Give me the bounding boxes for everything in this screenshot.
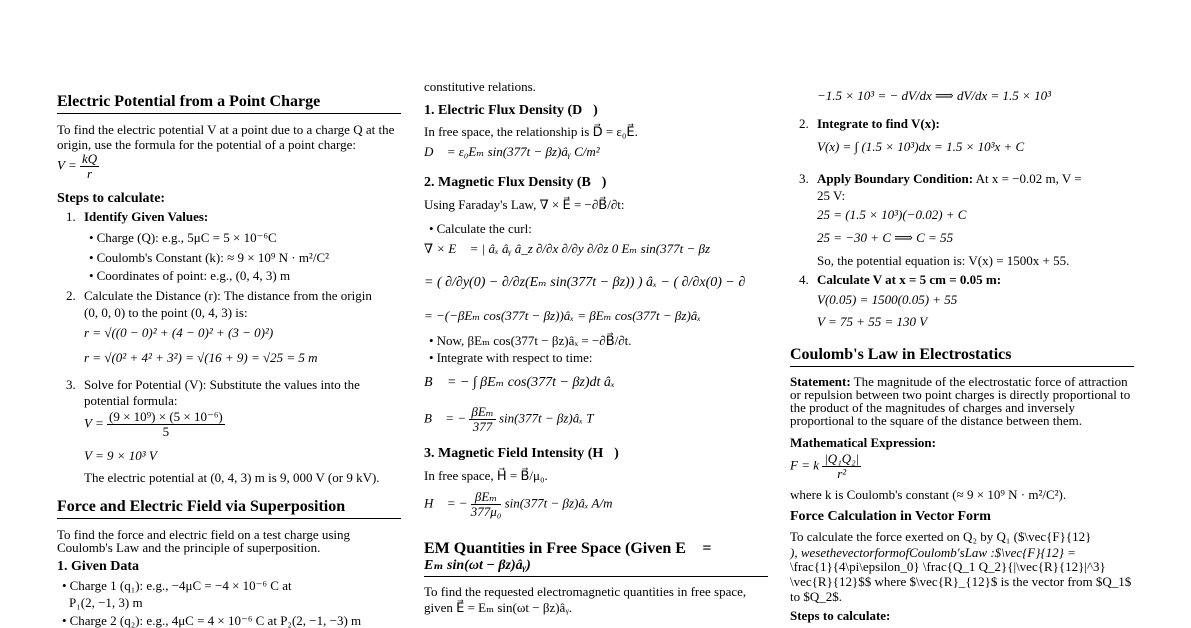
evaluation-equation-2: V = 75 + 55 = 130 V bbox=[817, 314, 928, 329]
step-1-number: 1. bbox=[66, 209, 76, 224]
em-intro-line-2: given E⃗ = Eₘ sin(ωt − βz)âᵧ. bbox=[424, 600, 573, 615]
derivative-equation: −1.5 × 10³ = − dV/dx ⟹ dV/dx = 1.5 × 10³ bbox=[817, 88, 1051, 103]
step-2-text-2: (0, 0, 0) to the point (0, 4, 3) is: bbox=[84, 305, 248, 320]
faraday-law-text: Using Faraday's Law, ∇ × E⃗ = −∂B⃗/∂t: bbox=[424, 197, 625, 212]
heading-em-line-2: Eₘ sin(ωt − βz)âᵧ) bbox=[424, 558, 531, 573]
b-result-fraction bbox=[469, 405, 495, 434]
b-result-numerator: βEₘ bbox=[471, 404, 494, 419]
h-result-fraction bbox=[471, 490, 502, 519]
potential-result: V = 9 × 10³ V bbox=[84, 448, 157, 463]
potential-equation-conclusion: So, the potential equation is: V(x) = 1500x + 55. bbox=[817, 253, 1070, 268]
steps-to-calculate-title: Steps to calculate: bbox=[790, 608, 891, 623]
step-2-number: 2. bbox=[66, 288, 76, 303]
heading-electric-potential: Electric Potential from a Point Charge bbox=[57, 93, 401, 114]
coulomb-constant-note: where k is Coulomb's constant (≈ 9 × 10⁹ N · m²/C²). bbox=[790, 487, 1067, 502]
step-3-number: 3. bbox=[799, 171, 809, 186]
step-2-title: Integrate to find V(x): bbox=[817, 116, 940, 131]
bullet-now: • Now, βEₘ cos(377t − βz)âₓ = −∂B⃗/∂t. bbox=[429, 334, 632, 348]
b-result-equation bbox=[424, 405, 593, 434]
potential-conclusion: The electric potential at (0, 4, 3) m is 9, 000 V (or 9 kV). bbox=[84, 470, 380, 485]
heading-vector-form: Force Calculation in Vector Form bbox=[790, 509, 991, 524]
bullet-charge-1: • Charge 1 (q₁): e.g., −4μC = −4 × 10⁻⁶ C at bbox=[62, 579, 292, 593]
coulomb-numerator: |Q₁Q₂| bbox=[824, 451, 860, 466]
step-3-title: Apply Boundary Condition: bbox=[817, 171, 974, 186]
step-3-text: Solve for Potential (V): Substitute the values into the bbox=[84, 377, 360, 392]
h-result-numerator: βEₘ bbox=[471, 490, 502, 505]
flux-density-relation: In free space, the relationship is D⃗ = ε₀E⃗. bbox=[424, 124, 638, 139]
evaluation-equation-1: V(0.05) = 1500(0.05) + 55 bbox=[817, 292, 958, 307]
statement-line-2: or repulsion between two point charges is directly proportional to bbox=[790, 387, 1131, 402]
heading-coulombs-law: Coulomb's Law in Electrostatics bbox=[790, 346, 1134, 367]
distance-equation-2: r = √(0² + 4² + 3²) = √(16 + 9) = √25 = 5 m bbox=[84, 350, 318, 365]
statement-line-4: proportional to the square of the distance between them. bbox=[790, 413, 1083, 428]
integration-equation: V(x) = ∫ (1.5 × 10³)dx = 1.5 × 10³x + C bbox=[817, 139, 1025, 154]
coulomb-formula-lhs: F = k bbox=[790, 457, 819, 473]
substitution-lhs: V = bbox=[84, 415, 104, 431]
math-expression-label: Mathematical Expression: bbox=[790, 435, 936, 450]
step-1-title: Identify Given Values: bbox=[84, 209, 209, 224]
coulomb-formula bbox=[790, 452, 861, 481]
formula-numerator: kQ bbox=[81, 151, 98, 166]
force-intro-line-2: Coulomb's Law and the principle of superposition. bbox=[57, 540, 321, 555]
bullet-calculate-curl: • Calculate the curl: bbox=[429, 222, 532, 236]
potential-formula bbox=[57, 152, 99, 181]
vector-line-5: to $Q_2$. bbox=[790, 589, 842, 604]
boundary-equation-1: 25 = (1.5 × 10³)(−0.02) + C bbox=[817, 207, 967, 222]
vector-line-2: ), wesethevectorformofCoulomb′sLaw :$\vec{F}{12} = bbox=[790, 545, 1076, 560]
bullet-coulomb-constant: • Coulomb's Constant (k): ≈ 9 × 10⁹ N · m²/C² bbox=[89, 251, 329, 265]
coulomb-denominator: r² bbox=[837, 466, 847, 481]
substitution-fraction bbox=[107, 410, 225, 439]
step-2-text: Calculate the Distance (r): The distance from the origin bbox=[84, 288, 372, 303]
b-result-lhs: B⃗ = − bbox=[424, 410, 467, 426]
distance-equation-1: r = √((0 − 0)² + (4 − 0)² + (3 − 0)²) bbox=[84, 325, 274, 340]
heading-force-superposition: Force and Electric Field via Superposition bbox=[57, 498, 401, 519]
substitution-numerator: (9 × 10⁹) × (5 × 10⁻⁶) bbox=[108, 409, 223, 424]
b-result-denominator: 377 bbox=[472, 419, 493, 434]
heading-em-line-1: EM Quantities in Free Space (Given E⃗ = bbox=[424, 540, 712, 557]
curl-determinant-clip bbox=[424, 242, 768, 256]
curl-determinant: ∇ × E⃗ = | âₓ âᵧ â_z ∂/∂x ∂/∂y ∂/∂z 0 Eₘ sin(377t − βz bbox=[424, 242, 711, 256]
step-3-text-2: 25 V: bbox=[817, 188, 846, 203]
vector-line-3: \frac{1}{4\pi\epsilon_0} \frac{Q_1 Q_2}{|\vec{R}{12}|^3} bbox=[790, 559, 1106, 574]
step-3-number: 3. bbox=[66, 377, 76, 392]
vector-line-4: \vec{R}{12}$$ where $\vec{R}_{12}$ is the vector from $Q_1$ bbox=[790, 574, 1132, 589]
step-4-title: Calculate V at x = 5 cm = 0.05 m: bbox=[817, 272, 1002, 287]
steps-title: Steps to calculate: bbox=[57, 191, 166, 206]
curl-expansion-clip bbox=[424, 276, 768, 290]
heading-magnetic-field-intensity: 3. Magnetic Field Intensity (H⃗) bbox=[424, 446, 619, 461]
formula-fraction bbox=[80, 152, 99, 181]
bullet-charge-2: • Charge 2 (q₂): e.g., 4μC = 4 × 10⁻⁶ C at P₂(2, −1, −3) m bbox=[62, 614, 361, 628]
bullet-charge: • Charge (Q): e.g., 5μC = 5 × 10⁻⁶C bbox=[89, 231, 277, 245]
formula-denominator: r bbox=[87, 166, 93, 181]
force-intro-line-1: To find the force and electric field on a test charge using bbox=[57, 527, 351, 542]
potential-intro-line-1: To find the electric potential V at a point due to a charge Q at the bbox=[57, 122, 395, 137]
step-3-text: At x = −0.02 m, V = bbox=[975, 171, 1082, 186]
given-data-title: 1. Given Data bbox=[57, 559, 140, 574]
vector-line-1: To calculate the force exerted on Q₂ by Q₁ ($\vec{F}{12} bbox=[790, 529, 1092, 544]
bullet-integrate: • Integrate with respect to time: bbox=[429, 351, 593, 365]
b-result-rhs: sin(377t − βz)âₓ T bbox=[499, 410, 594, 426]
potential-intro-line-2: origin, use the formula for the potential of a point charge: bbox=[57, 137, 357, 152]
statement-line-3: the product of the magnitudes of charges and inversely bbox=[790, 400, 1075, 415]
formula-lhs: V = bbox=[57, 157, 77, 173]
substitution-denominator: 5 bbox=[162, 424, 170, 439]
statement-text-1: The magnitude of the electrostatic force of attraction bbox=[853, 374, 1128, 389]
step-3-text-2: potential formula: bbox=[84, 393, 178, 408]
curl-expansion: = ( ∂/∂y(0) − ∂/∂z(Eₘ sin(377t − βz)) ) âₓ − ( ∂/∂x(0) − ∂ bbox=[424, 276, 746, 290]
coulomb-fraction bbox=[822, 452, 861, 481]
continued-text: constitutive relations. bbox=[424, 79, 536, 94]
b-integral-equation: B⃗ = − ∫ βEₘ cos(377t − βz)dt âₓ bbox=[424, 375, 615, 390]
heading-electric-flux-density: 1. Electric Flux Density (D⃗) bbox=[424, 103, 598, 118]
charge-1-position: P₁(2, −1, 3) m bbox=[69, 595, 143, 610]
boundary-equation-2: 25 = −30 + C ⟹ C = 55 bbox=[817, 230, 954, 245]
statement-label: Statement: bbox=[790, 374, 851, 389]
bullet-coordinates: • Coordinates of point: e.g., (0, 4, 3) m bbox=[89, 269, 290, 283]
potential-substitution bbox=[84, 410, 225, 439]
step-3-line bbox=[817, 172, 1082, 186]
step-2-number: 2. bbox=[799, 116, 809, 131]
flux-density-equation: D⃗ = ε₀Eₘ sin(377t − βz)âᵧ C/m² bbox=[424, 144, 600, 159]
h-result-equation bbox=[424, 490, 613, 519]
h-relation-text: In free space, H⃗ = B⃗/μ₀. bbox=[424, 468, 548, 483]
em-intro-line-1: To find the requested electromagnetic quantities in free space, bbox=[424, 584, 747, 599]
heading-magnetic-flux-density: 2. Magnetic Flux Density (B⃗) bbox=[424, 175, 607, 190]
curl-result: = −(−βEₘ cos(377t − βz))âₓ = βEₘ cos(377t − βz)âₓ bbox=[424, 308, 701, 323]
h-result-denominator: 377μ₀ bbox=[470, 504, 502, 519]
h-result-rhs: sin(377t − βz)âₓ A/m bbox=[504, 495, 613, 511]
h-result-lhs: H⃗ = − bbox=[424, 495, 468, 511]
step-4-number: 4. bbox=[799, 272, 809, 287]
heading-em-quantities bbox=[424, 540, 768, 577]
